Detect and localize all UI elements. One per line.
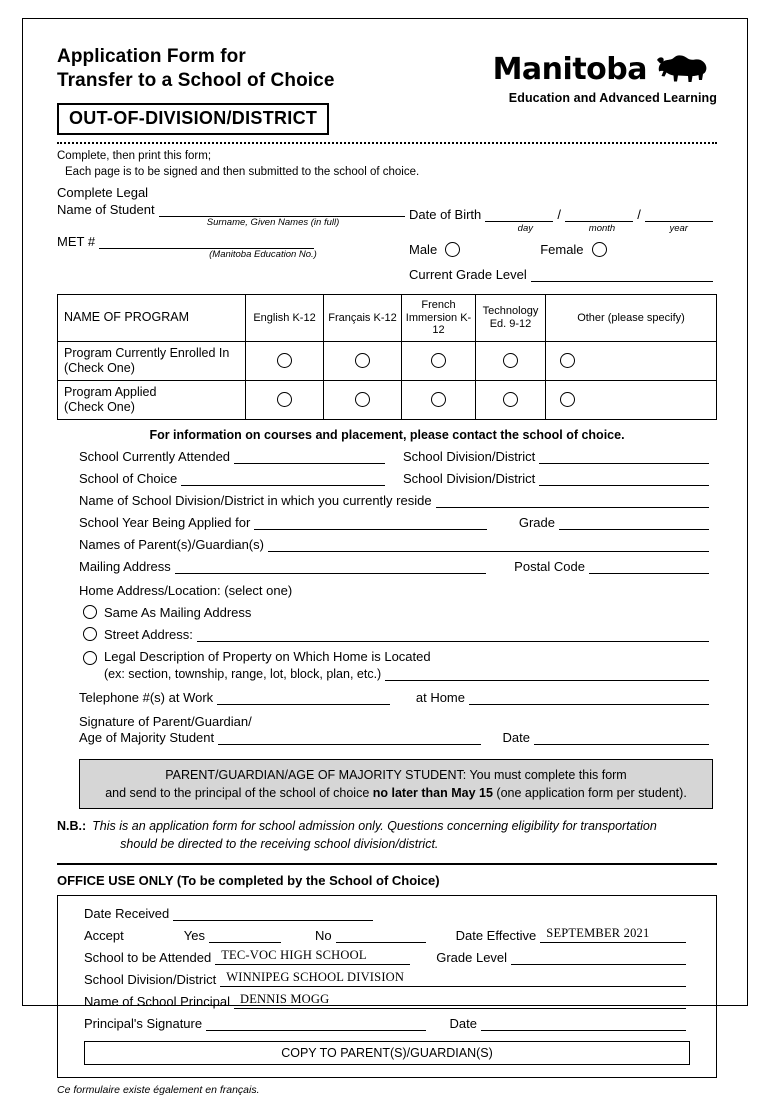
- logo-wordmark: Manitoba: [492, 51, 647, 87]
- office-division-value: WINNIPEG SCHOOL DIVISION: [226, 970, 405, 985]
- dob-month-caption: month: [588, 222, 616, 234]
- student-name-input[interactable]: [159, 203, 405, 217]
- office-principal-input[interactable]: [234, 992, 686, 1009]
- office-school-attended-input[interactable]: [215, 948, 410, 965]
- enrolled-teched-radio[interactable]: [503, 353, 518, 368]
- notice-line2: and send to the principal of the school of choice no later than May 15 (one application form per student).: [105, 786, 687, 801]
- legal-description-input[interactable]: [385, 667, 709, 681]
- nb-label: N.B.:: [57, 819, 87, 834]
- date-effective-label: Date Effective: [455, 928, 537, 944]
- same-as-mailing-label: Same As Mailing Address: [104, 604, 252, 620]
- bison-icon: [655, 51, 717, 87]
- date-received-label: Date Received: [84, 906, 170, 922]
- met-number-caption: (Manitoba Education No.): [209, 248, 317, 260]
- dob-day-input[interactable]: [485, 208, 553, 222]
- title-block: [57, 37, 335, 135]
- legal-description-radio[interactable]: [83, 651, 97, 665]
- accept-no-input[interactable]: [336, 929, 426, 943]
- enrolled-english-radio[interactable]: [277, 353, 292, 368]
- signature-label-line2: Age of Majority Student: [79, 729, 215, 745]
- program-table-header-teched: Technology Ed. 9-12: [476, 294, 546, 341]
- signature-input[interactable]: [218, 731, 480, 745]
- current-grade-level-label: Current Grade Level: [409, 266, 527, 282]
- applied-teched-radio[interactable]: [503, 392, 518, 407]
- mailing-address-label: Mailing Address: [79, 558, 171, 574]
- nb-line2: should be directed to the receiving school division/district.: [120, 836, 439, 851]
- female-label: Female: [540, 241, 584, 257]
- date-effective-value: SEPTEMBER 2021: [546, 926, 650, 941]
- mailing-address-input[interactable]: [175, 560, 486, 574]
- grade-input[interactable]: [559, 516, 709, 530]
- same-as-mailing-radio[interactable]: [83, 605, 97, 619]
- street-address-label: Street Address:: [104, 626, 193, 642]
- reside-division-input[interactable]: [436, 494, 709, 508]
- dob-month-input[interactable]: [565, 208, 633, 222]
- notice-line1: PARENT/GUARDIAN/AGE OF MAJORITY STUDENT: You must complete this form: [165, 767, 627, 782]
- program-enrolled-label: Program Currently Enrolled In (Check One): [58, 341, 246, 380]
- phone-home-label: at Home: [415, 689, 465, 705]
- school-attended-label: School Currently Attended: [79, 448, 231, 464]
- office-grade-level-input[interactable]: [511, 951, 686, 965]
- intro-line1: Complete, then print this form;: [57, 149, 212, 162]
- street-address-input[interactable]: [197, 628, 709, 642]
- program-table: [57, 294, 717, 420]
- school-year-input[interactable]: [254, 516, 487, 530]
- male-label: Male: [409, 241, 438, 257]
- page-title: [57, 45, 335, 94]
- table-row: [58, 341, 717, 380]
- program-table-header-francais: Français K-12: [324, 294, 402, 341]
- office-division-input[interactable]: [220, 970, 686, 987]
- program-table-header-row: [58, 294, 717, 341]
- office-grade-level-label: Grade Level: [436, 950, 508, 966]
- form-header: [57, 37, 717, 135]
- enrolled-francais-radio[interactable]: [355, 353, 370, 368]
- male-radio[interactable]: [445, 242, 460, 257]
- dob-year-caption: year: [669, 222, 688, 234]
- student-name-caption: Surname, Given Names (in full): [206, 216, 340, 228]
- copy-to-parents-note: COPY TO PARENT(S)/GUARDIAN(S): [84, 1041, 690, 1065]
- office-principal-label: Name of School Principal: [84, 994, 230, 1010]
- table-row: [58, 380, 717, 419]
- applied-english-radio[interactable]: [277, 392, 292, 407]
- parents-names-input[interactable]: [268, 538, 709, 552]
- office-date-label: Date: [449, 1016, 477, 1032]
- female-radio[interactable]: [592, 242, 607, 257]
- current-grade-level-input[interactable]: [531, 268, 713, 282]
- enrolled-other-radio[interactable]: [560, 353, 575, 368]
- school-year-label: School Year Being Applied for: [79, 514, 251, 530]
- date-received-input[interactable]: [173, 907, 373, 921]
- phone-home-input[interactable]: [469, 691, 709, 705]
- program-table-header-other: Other (please specify): [546, 294, 717, 341]
- signature-date-label: Date: [502, 729, 530, 745]
- division-1-input[interactable]: [539, 450, 709, 464]
- school-attended-input[interactable]: [234, 450, 385, 464]
- applied-francais-radio[interactable]: [355, 392, 370, 407]
- complete-legal-label: Complete Legal: [57, 184, 149, 200]
- grade-label: Grade: [518, 514, 555, 530]
- office-divider: [57, 863, 717, 865]
- legal-description-sub: (ex: section, township, range, lot, block, plan, etc.): [104, 666, 382, 681]
- form-subtype-box: OUT-OF-DIVISION/DISTRICT: [57, 103, 329, 135]
- header-divider: [57, 142, 717, 144]
- office-school-attended-value: TEC-VOC HIGH SCHOOL: [221, 948, 367, 963]
- accept-yes-input[interactable]: [209, 929, 281, 943]
- postal-code-label: Postal Code: [514, 558, 585, 574]
- division-2-label: School Division/District: [403, 470, 536, 486]
- signature-date-input[interactable]: [534, 731, 709, 745]
- division-1-label: School Division/District: [403, 448, 536, 464]
- page-title-line2: Transfer to a School of Choice: [57, 70, 335, 92]
- street-address-radio[interactable]: [83, 627, 97, 641]
- program-table-header-name: NAME OF PROGRAM: [58, 294, 246, 341]
- dob-label: Date of Birth: [409, 206, 482, 222]
- postal-code-input[interactable]: [589, 560, 709, 574]
- date-effective-input[interactable]: [540, 926, 686, 943]
- parent-guardian-notice: [79, 759, 713, 809]
- division-2-input[interactable]: [539, 472, 709, 486]
- program-table-header-immersion: French Immersion K-12: [402, 294, 476, 341]
- dob-day-caption: day: [517, 222, 533, 234]
- logo-subtitle: Education and Advanced Learning: [508, 91, 717, 105]
- office-principal-signature-label: Principal's Signature: [84, 1016, 203, 1032]
- met-number-label: MET #: [57, 233, 96, 249]
- intro-instructions: [57, 148, 717, 181]
- reside-division-label: Name of School Division/District in which you currently reside: [79, 492, 432, 508]
- legal-description-label: Legal Description of Property on Which Home is Located: [104, 648, 431, 664]
- accept-no-label: No: [314, 928, 332, 944]
- school-of-choice-input[interactable]: [181, 472, 385, 486]
- school-of-choice-label: School of Choice: [79, 470, 178, 486]
- office-date-input[interactable]: [481, 1017, 686, 1031]
- program-applied-label: Program Applied (Check One): [58, 380, 246, 419]
- accept-yes-label: Yes: [183, 928, 205, 944]
- enrolled-immersion-radio[interactable]: [431, 353, 446, 368]
- office-use-title: OFFICE USE ONLY (To be completed by the School of Choice): [57, 873, 440, 889]
- office-principal-signature-input[interactable]: [206, 1017, 425, 1031]
- french-footnote: Ce formulaire existe également en français.: [57, 1084, 260, 1096]
- office-principal-value: DENNIS MOGG: [239, 992, 330, 1007]
- contact-note: For information on courses and placement, please contact the school of choice.: [149, 427, 625, 442]
- nb-note: [57, 818, 717, 853]
- phone-work-input[interactable]: [217, 691, 390, 705]
- manitoba-logo: [462, 37, 717, 105]
- applied-immersion-radio[interactable]: [431, 392, 446, 407]
- office-use-box: [57, 895, 717, 1078]
- form-page: Application Form for Transfer to a School of Choice OUT-OF-DIVISION/DISTRICT Manitoba Education and Advanced Learning Complete, then print this form; Each page is to be signed and then submitted to the school of choice. Complete Legal Name of Student Surname, Given Names (in full) MET # (Manitoba Education No.) Date of Birth / / day month year Male Female Current Grade Level NAME OF PROGRAM English K-12 Français K-12 French Immersion K-12 Technology Ed. 9-12 Other (please specify) Program Currently Enrolled In (Check One) Program Applied (Check One) For information on courses and placement, please contact the school of choice. School Currently Attended School Division/District School of Choice School Division/District Name of School Division/District in which you currently reside School Year Being Applied for Grade Names of Parent(s)/Guardian(s) Mailing Address Postal Code Home Address/Location: (select one) Same As Mailing Address Street Address: Legal Description of Property on Which Home is Located (ex: section, township, range, lot, block, plan, etc.) Telephone #(s) at Work at Home Signature of Parent/Guardian/ Age of Majority Student Date PARENT/GUARDIAN/AGE OF MAJORITY STUDENT: You must complete this form and send to the principal of the school of choice no later than May 15 (one application form per student). N.B.: This is an application form for school admission only. Questions concerning eligibility for transportation should be directed to the receiving school division/district. OFFICE USE ONLY (To be completed by the School of Choice) Date Received Accept Yes No Date Effective SEPTEMBER 2021 School to be Attended TEC-VOC HIGH SCHOOL Grade Level School Division/District WINNIPEG SCHOOL DIVISION Name of School Principal DENNIS MOGG Principal's Signature Date COPY TO PARENT(S)/GUARDIAN(S) Ce formulaire existe également en français.: [22, 18, 748, 1006]
- home-address-label: Home Address/Location: (select one): [79, 582, 293, 598]
- office-school-attended-label: School to be Attended: [84, 950, 212, 966]
- nb-line1: This is an application form for school admission only. Questions concerning eligibility for transportation: [92, 819, 657, 834]
- dob-year-input[interactable]: [645, 208, 713, 222]
- intro-line2: Each page is to be signed and then submitted to the school of choice.: [65, 166, 420, 179]
- student-name-label: Name of Student: [57, 201, 155, 217]
- applied-other-radio[interactable]: [560, 392, 575, 407]
- phone-work-label: Telephone #(s) at Work: [79, 689, 214, 705]
- met-number-input[interactable]: [99, 235, 314, 249]
- office-division-label: School Division/District: [84, 972, 217, 988]
- parents-names-label: Names of Parent(s)/Guardian(s): [79, 536, 264, 552]
- page-title-line1: Application Form for: [57, 46, 246, 67]
- signature-label-line1: Signature of Parent/Guardian/: [79, 713, 252, 729]
- accept-label: Accept: [84, 928, 124, 944]
- program-table-header-english: English K-12: [246, 294, 324, 341]
